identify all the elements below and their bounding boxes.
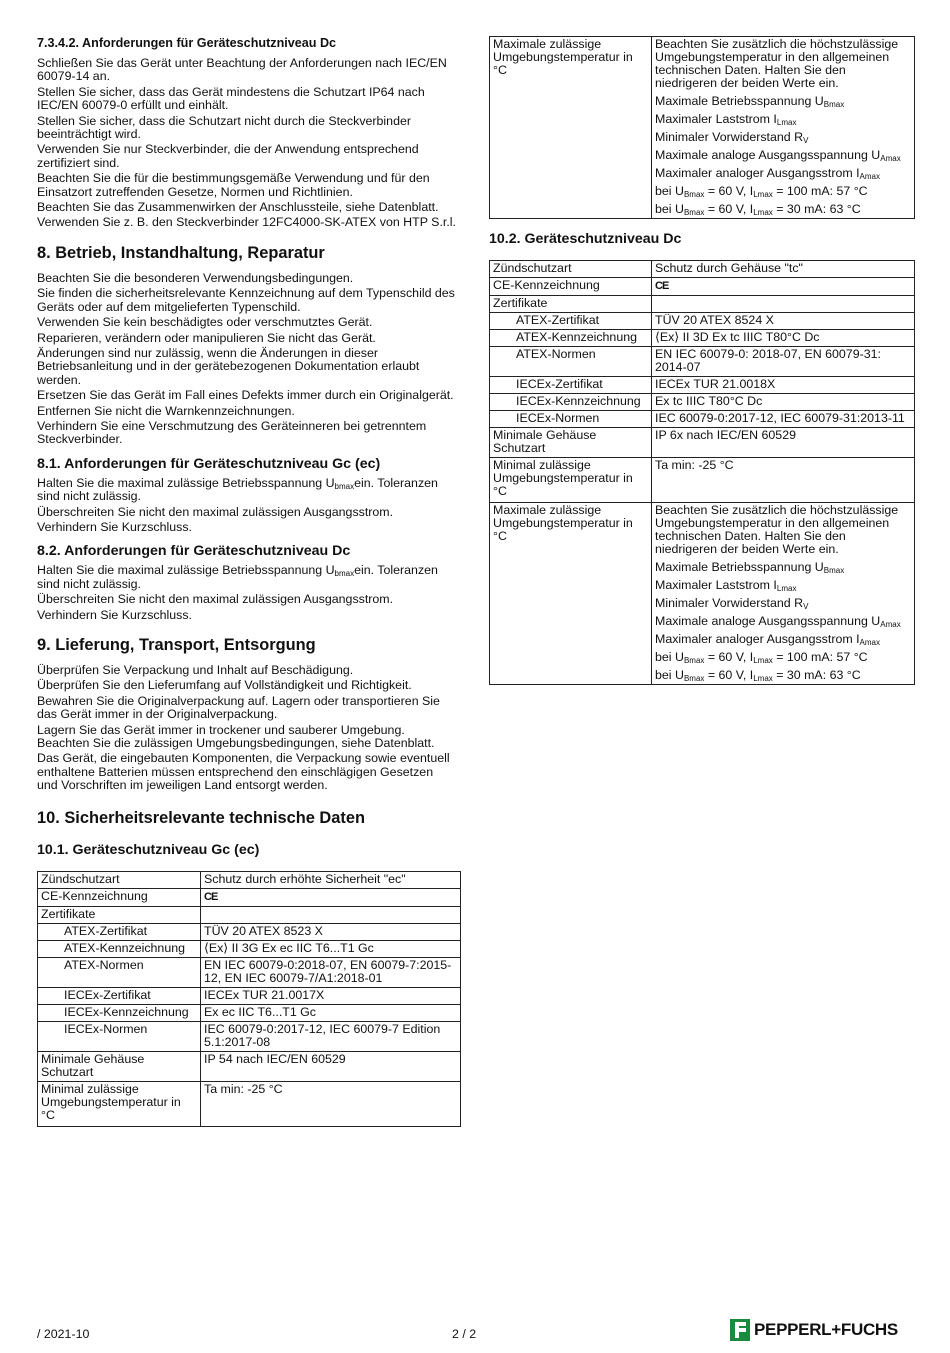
table-row: Zertifikate [38, 906, 461, 923]
table-row: IECEx-Zertifikat IECEx TUR 21.0018X [490, 377, 915, 394]
paragraph: Überschreiten Sie nicht den maximal zulässigen Ausgangsstrom. [37, 592, 394, 607]
ce-mark-icon: CE [655, 280, 669, 292]
table-row: CE-Kennzeichnung CE [490, 278, 915, 296]
right-column [489, 36, 915, 685]
table-row: IECEx-Normen IEC 60079-0:2017-12, IEC 60079-31:2013-11 [490, 411, 915, 428]
paragraph: Überprüfen Sie Verpackung und Inhalt auf Beschädigung. [37, 663, 354, 677]
heading-7342: 7.3.4.2. Anforderungen für Geräteschutzniveau Dc [37, 36, 337, 50]
paragraph: Das Gerät, die eingebauten Komponenten, die Verpackung sowie eventuell enthaltene Batterien müssen entsprechend den einschlägigen Gesetzen und Vorschriften im jeweiligen Land entsorgt werden. [37, 751, 450, 793]
paragraph: Stellen Sie sicher, dass die Schutzart nicht durch die Steckverbinder beeinträchtigt wird. [37, 113, 411, 142]
heading-101: 10.1. Geräteschutzniveau Gc (ec) [37, 841, 260, 858]
heading-10: 10. Sicherheitsrelevante technische Daten [37, 808, 365, 827]
table-row: Minimale Gehäuse Schutzart IP 54 nach IEC/EN 60529 [38, 1051, 461, 1081]
section-9-text [37, 664, 457, 793]
paragraph: Verhindern Sie Kurzschluss. [37, 519, 192, 534]
table-row: Minimal zulässige Umgebungstemperatur in °C Ta min: -25 °C [38, 1081, 461, 1126]
paragraph: Verwenden Sie z. B. den Steckverbinder 12FC4000-SK-ATEX von HTP S.r.l. [37, 215, 456, 230]
paragraph: Lagern Sie das Gerät immer in trockener und sauberer Umgebung. Beachten Sie die zulässigen Umgebungsbedingungen, siehe Datenblatt. [37, 722, 435, 751]
paragraph: Verwenden Sie kein beschädigtes oder verschmutztes Gerät. [37, 315, 373, 330]
table-row: Zündschutzart Schutz durch erhöhte Sicherheit "ec" [38, 871, 461, 888]
pepperl-fuchs-logo-icon [730, 1319, 750, 1341]
paragraph: Bewahren Sie die Originalverpackung auf. Lagern oder transportieren Sie das Gerät immer in der Originalverpackung. [37, 693, 440, 722]
company-logo [730, 1319, 898, 1341]
paragraph: Sie finden die sicherheitsrelevante Kennzeichnung auf dem Typenschild des Geräts oder auf dem mitgelieferten Typenschild. [37, 286, 455, 314]
heading-8: 8. Betrieb, Instandhaltung, Reparatur [37, 243, 325, 262]
table-row: ATEX-Kennzeichnung ⟨Ex⟩ II 3D Ex tc IIIC T80°C Dc [490, 330, 915, 347]
paragraph: Überschreiten Sie nicht den maximal zulässigen Ausgangsstrom. [37, 504, 394, 519]
paragraph: Beachten Sie die für die bestimmungsgemäße Verwendung und für den Einsatzort zutreffenden Gesetze, Normen und Richtlinien. [37, 171, 430, 199]
heading-82: 8.2. Anforderungen für Geräteschutzniveau Dc [37, 543, 351, 560]
table-row: ATEX-Zertifikat TÜV 20 ATEX 8523 X [38, 923, 461, 940]
paragraph: Überprüfen Sie den Lieferumfang auf Vollständigkeit und Richtigkeit. [37, 678, 412, 693]
paragraph: Entfernen Sie nicht die Warnkennzeichnungen. [37, 403, 295, 418]
table-10-2 [489, 260, 915, 685]
heading-9: 9. Lieferung, Transport, Entsorgung [37, 636, 316, 654]
table-row: IECEx-Kennzeichnung Ex ec IIC T6...T1 Gc [38, 1004, 461, 1021]
table-row: Maximale zulässige Umgebungstemperatur in °C Beachten Sie zusätzlich die höchstzulässige Umgebungstemperatur in den allgemeinen technischen Daten. Halten Sie den niedrigeren der beiden Werte ein. Maximale Betriebsspannung $U_{Bmax}$ Maximaler Laststrom $I_{Lmax}$ Minimaler Vorwiderstand $R_V$ Maximale analoge Ausgangsspannung $U_{Amax}$ Maximaler analoger Ausgangsstrom $I_{Amax}$ bei $U_{Bmax} = 60$ V, $I_{Lmax} = 100$ mA: 57 °C bei $U_{Bmax} = 60$ V, $I_{Lmax} = 30$ mA: 63 °C [490, 503, 915, 685]
table-row: Zündschutzart Schutz durch Gehäuse "tc" [490, 261, 915, 278]
table-row: Minimal zulässige Umgebungstemperatur in °C Ta min: -25 °C [490, 458, 915, 503]
heading-81: 8.1. Anforderungen für Geräteschutzniveau Gc (ec) [37, 455, 381, 472]
table-row: Minimale Gehäuse Schutzart IP 6x nach IEC/EN 60529 [490, 428, 915, 458]
section-7342-text [37, 57, 457, 230]
table-row: ATEX-Kennzeichnung ⟨Ex⟩ II 3G Ex ec IIC T6...T1 Gc [38, 940, 461, 957]
left-column [37, 36, 457, 1127]
table-row: CE-Kennzeichnung CE [38, 888, 461, 906]
table-row: ATEX-Normen EN IEC 60079-0:2018-07, EN 60079-7:2015-12, EN IEC 60079-7/A1:2018-01 [38, 957, 461, 987]
table-row: ATEX-Normen EN IEC 60079-0: 2018-07, EN 60079-31: 2014-07 [490, 347, 915, 377]
paragraph: Verwenden Sie nur Steckverbinder, die der Anwendung entsprechend zertifiziert sind. [37, 142, 419, 170]
table-10-1 [37, 871, 461, 1127]
paragraph: Verhindern Sie Kurzschluss. [37, 607, 192, 622]
table-row: IECEx-Kennzeichnung Ex tc IIIC T80°C Dc [490, 394, 915, 411]
paragraph: Ersetzen Sie das Gerät im Fall eines Defekts immer durch ein Originalgerät. [37, 388, 454, 403]
logo-text: PEPPERL+FUCHS [754, 1320, 898, 1340]
table-row: Maximale zulässige Umgebungstemperatur in °C Beachten Sie zusätzlich die höchstzulässige Umgebungstemperatur in den allgemeinen technischen Daten. Halten Sie den niedrigeren der beiden Werte ein. Maximale Betriebsspannung $U_{Bmax}$ Maximaler Laststrom $I_{Lmax}$ Minimaler Vorwiderstand $R_V$ Maximale analoge Ausgangsspannung $U_{Amax}$ Maximaler analoger Ausgangsstrom $I_{Amax}$ bei $U_{Bmax} = 60$ V, $I_{Lmax} = 100$ mA: 57 °C bei $U_{Bmax} = 60$ V, $I_{Lmax} = 30$ mA: 63 °C [490, 37, 915, 219]
paragraph: Schließen Sie das Gerät unter Beachtung der Anforderungen nach IEC/EN 60079-14 an. [37, 56, 447, 84]
ce-mark-icon: CE [204, 890, 218, 903]
paragraph: Änderungen sind nur zulässig, wenn die Änderungen in dieser Betriebsanleitung und in der gerätebezogenen Dokumentation erlaubt werden. [37, 345, 420, 387]
table-row: ATEX-Zertifikat TÜV 20 ATEX 8524 X [490, 313, 915, 330]
table-row: IECEx-Zertifikat IECEx TUR 21.0017X [38, 987, 461, 1004]
paragraph: Halten Sie die maximal zulässige Betriebsspannung $U_{bmax}ein$. Toleranzen sind nicht zulässig. [37, 475, 438, 504]
paragraph: Reparieren, verändern oder manipulieren Sie nicht das Gerät. [37, 330, 376, 345]
table-10-1-continued [489, 36, 915, 219]
paragraph: Beachten Sie das Zusammenwirken der Anschlussteile, siehe Datenblatt. [37, 200, 439, 215]
paragraph: Verhindern Sie eine Verschmutzung des Geräteinneren bei getrenntem Steckverbinder. [37, 418, 427, 447]
section-8-text [37, 272, 457, 447]
paragraph: Halten Sie die maximal zulässige Betriebsspannung $U_{bmax}ein$. Toleranzen sind nicht zulässig. [37, 563, 438, 591]
footer-page-number: 2 / 2 [452, 1327, 477, 1341]
paragraph: Beachten Sie die besonderen Verwendungsbedingungen. [37, 270, 354, 285]
footer-date: / 2021-10 [37, 1327, 90, 1341]
table-row: IECEx-Normen IEC 60079-0:2017-12, IEC 60079-7 Edition 5.1:2017-08 [38, 1021, 461, 1051]
table-row: Zertifikate [490, 296, 915, 313]
paragraph: Stellen Sie sicher, dass das Gerät mindestens die Schutzart IP64 nach IEC/EN 60079-0 erfüllt und einhält. [37, 84, 425, 113]
heading-102: 10.2. Geräteschutzniveau Dc [489, 231, 682, 247]
